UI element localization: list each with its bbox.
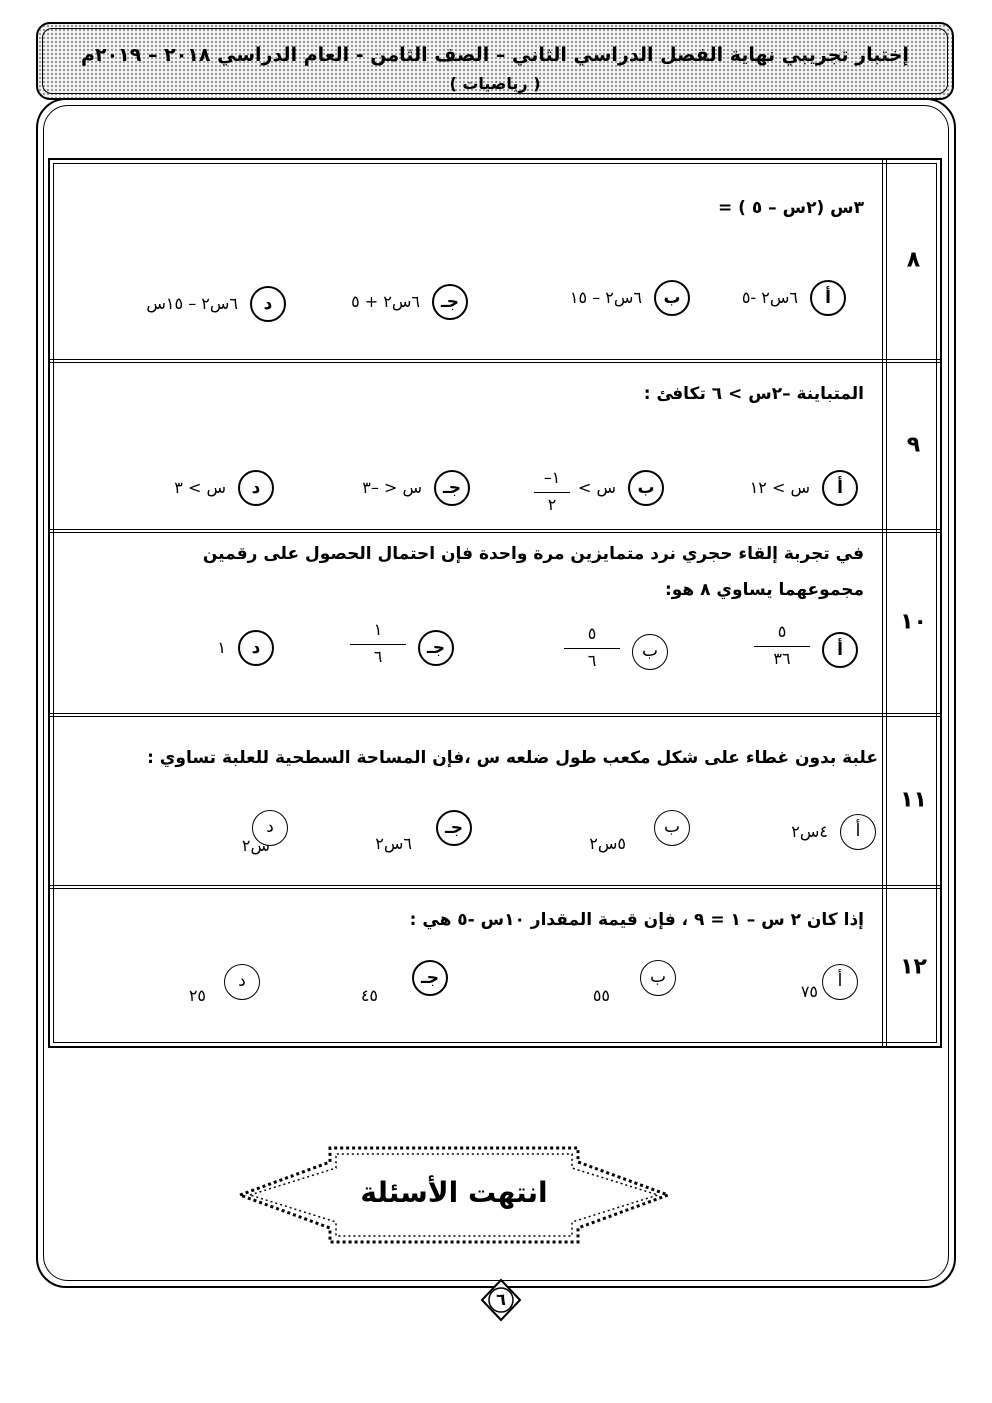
option-letter: جـ	[436, 810, 472, 846]
question-text: علبة بدون غطاء على شكل مكعب طول ضلعه س ،فإن المساحة السطحية للعلبة تساوي :	[147, 748, 878, 768]
question-number-cell	[886, 886, 940, 1048]
question-number: ١١	[900, 787, 927, 812]
option-value: ٦س٢ -٥	[741, 288, 798, 307]
question-number-cell	[886, 714, 940, 885]
option-d[interactable]	[178, 810, 288, 855]
option-value: س > ١٢	[749, 478, 810, 497]
option-value: س >	[577, 478, 616, 497]
option-b[interactable]	[504, 468, 664, 514]
question-row-12	[50, 886, 940, 1048]
option-letter: د	[250, 286, 286, 322]
option-a[interactable]	[748, 622, 858, 672]
option-value: ٦س٢ + ٥	[351, 292, 420, 311]
question-number: ١٢	[900, 954, 927, 980]
option-value: ١	[217, 638, 226, 657]
option-letter: جـ	[434, 470, 470, 506]
option-b[interactable]	[558, 624, 668, 674]
option-d[interactable]	[116, 286, 286, 326]
exam-header	[36, 22, 954, 100]
question-text: المتباينة –٢س > ٦ تكافئ :	[643, 384, 864, 404]
option-value: س٢	[241, 836, 270, 855]
option-letter: أ	[822, 632, 858, 668]
option-letter: ب	[628, 470, 664, 506]
option-d[interactable]	[194, 630, 274, 670]
option-d[interactable]	[140, 964, 260, 1004]
option-value: ٦س٢ – ١٥	[569, 288, 642, 307]
option-letter: د	[238, 470, 274, 506]
fraction-denominator: ٦	[373, 647, 383, 666]
questions-table	[48, 158, 942, 1048]
option-letter: جـ	[432, 284, 468, 320]
option-c[interactable]	[332, 810, 472, 853]
option-fraction	[534, 468, 570, 517]
fraction-numerator: ٥	[777, 622, 787, 641]
option-c[interactable]	[308, 960, 448, 1005]
question-number: ١٠	[900, 609, 927, 634]
option-letter: جـ	[418, 630, 454, 666]
fraction-numerator: –١	[543, 468, 561, 487]
option-letter: جـ	[412, 960, 448, 996]
option-a[interactable]	[686, 280, 846, 320]
option-letter: د	[238, 630, 274, 666]
question-number-cell	[886, 360, 940, 529]
end-text: انتهت الأسئلة	[360, 1176, 548, 1209]
fraction-bar	[350, 644, 406, 645]
option-c[interactable]	[344, 620, 454, 670]
option-a[interactable]	[748, 964, 858, 1004]
fraction-bar	[564, 648, 620, 649]
option-letter: ب	[632, 634, 668, 670]
option-fraction	[350, 620, 406, 669]
question-row-9	[50, 360, 940, 530]
page-number: ٦	[496, 1290, 506, 1309]
option-letter: ب	[654, 280, 690, 316]
question-row-11	[50, 714, 940, 886]
exam-title: إختبار تجريبي نهاية الفصل الدراسي الثاني – الصف الثامن - العام الدراسي ٢٠١٨ – ٢٠١٩م	[81, 44, 909, 66]
question-text: إذا كان ٢ س – ١ = ٩ ، فإن قيمة المقدار ١٠س -٥ هي :	[409, 910, 864, 930]
option-b[interactable]	[536, 960, 676, 1005]
option-value: ٥٥	[592, 986, 610, 1005]
option-value: ٤٥	[360, 986, 378, 1005]
question-number: ٩	[906, 432, 921, 457]
option-letter: أ	[822, 964, 858, 1000]
option-fraction	[564, 624, 620, 673]
option-value: ٧٥	[800, 982, 818, 1001]
fraction-bar	[754, 646, 810, 647]
fraction-denominator: ٣٦	[773, 649, 791, 668]
option-value: س > ٣	[174, 478, 226, 497]
fraction-denominator: ٦	[587, 651, 597, 670]
end-of-questions-banner	[238, 1140, 670, 1250]
option-b[interactable]	[550, 810, 690, 853]
option-letter: د	[252, 810, 288, 846]
question-row-10	[50, 530, 940, 714]
option-letter: أ	[810, 280, 846, 316]
option-letter: ب	[640, 960, 676, 996]
question-number-cell	[886, 160, 940, 359]
question-text: ٣س (٢س – ٥ ) =	[718, 198, 864, 218]
option-a[interactable]	[766, 814, 876, 854]
option-c[interactable]	[320, 470, 470, 510]
option-d[interactable]	[134, 470, 274, 510]
fraction-denominator: ٢	[547, 495, 557, 514]
fraction-numerator: ٥	[587, 624, 597, 643]
exam-subject: ( رياضيات )	[449, 74, 541, 93]
option-value: ٢٥	[188, 986, 206, 1005]
option-letter: أ	[822, 470, 858, 506]
question-number-cell	[886, 530, 940, 713]
option-value: ٥س٢	[589, 834, 626, 853]
option-c[interactable]	[318, 284, 468, 324]
option-letter: أ	[840, 814, 876, 850]
option-value: ٤س٢	[791, 822, 828, 841]
page-number-badge	[480, 1278, 522, 1322]
option-value: س < –٣	[362, 478, 422, 497]
option-letter: د	[224, 964, 260, 1000]
option-value: ٦س٢	[375, 834, 412, 853]
fraction-numerator: ١	[373, 620, 383, 639]
option-value: ٦س٢ – ١٥س	[146, 294, 238, 313]
question-text: في تجربة إلقاء حجري نرد متمايزين مرة واحدة فإن احتمال الحصول على رقمين مجموعهما يساوي ٨ هو:	[202, 544, 864, 600]
question-row-8	[50, 160, 940, 360]
option-b[interactable]	[520, 280, 690, 320]
option-letter: ب	[654, 810, 690, 846]
option-a[interactable]	[708, 470, 858, 510]
question-number: ٨	[906, 247, 921, 272]
option-fraction	[754, 622, 810, 671]
fraction-bar	[534, 492, 570, 493]
